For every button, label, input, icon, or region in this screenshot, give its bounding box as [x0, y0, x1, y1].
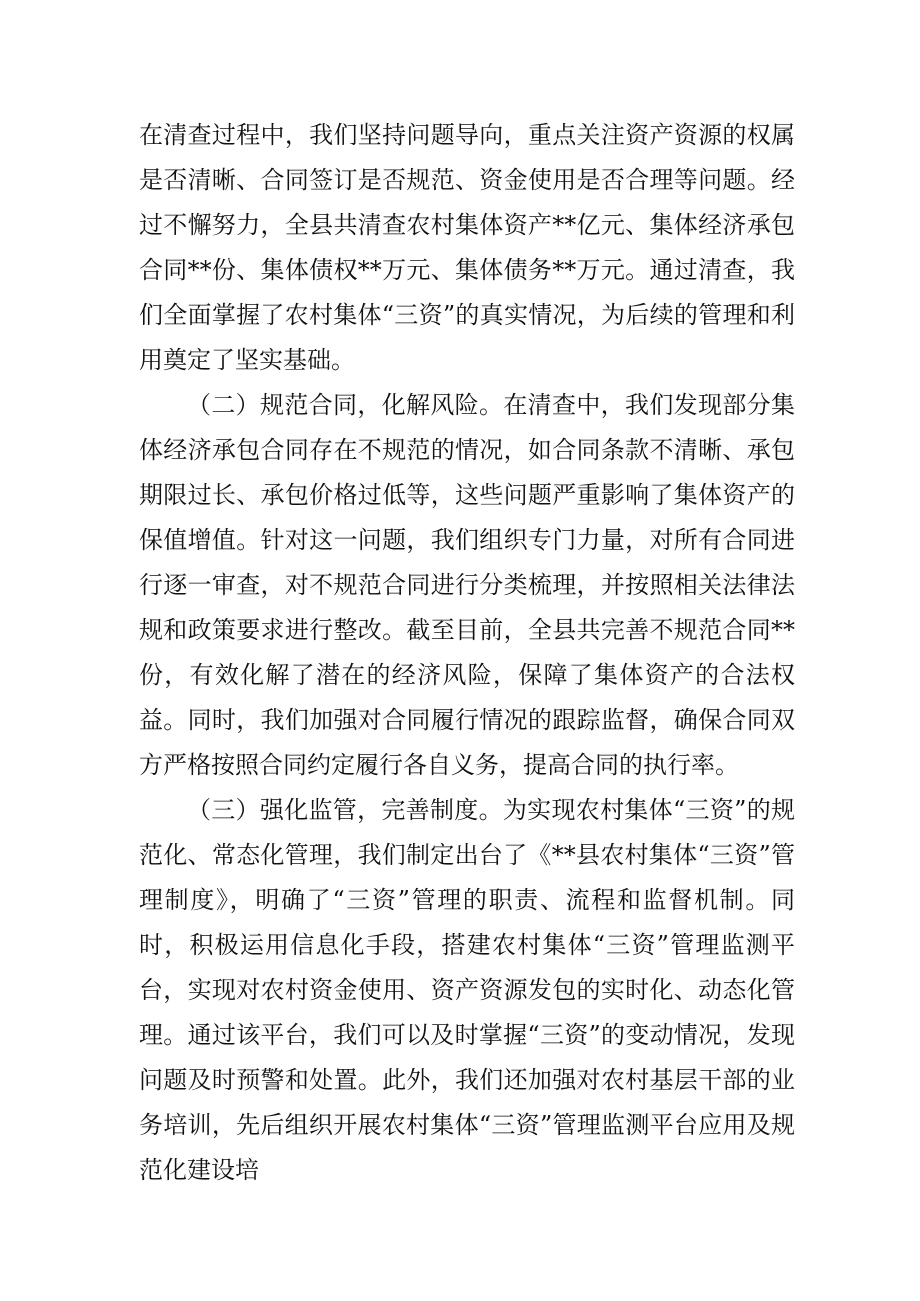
paragraph-clearance-results: 在清查过程中，我们坚持问题导向，重点关注资产资源的权属是否清晰、合同签订是否规范、资金使用是否合理等问题。经过不懈努力，全县共清查农村集体资产**亿元、集体经济承包合同**份、集体债权**万元、集体债务**万元。通过清查，我们全面掌握了农村集体“三资”的真实情况，为后续的管理和利用奠定了坚实基础。 [139, 121, 795, 374]
document-body [139, 113, 795, 1193]
paragraph-standardize-contracts: （二）规范合同，化解风险。在清查中，我们发现部分集体经济承包合同存在不规范的情况，如合同条款不清晰、承包期限过长、承包价格过低等，这些问题严重影响了集体资产的保值增值。针对这一问题，我们组织专门力量，对所有合同进行逐一审查，对不规范合同进行分类梳理，并按照相关法律法规和政策要求进行整改。截至目前，全县共完善不规范合同**份，有效化解了潜在的经济风险，保障了集体资产的合法权益。同时，我们加强对合同履行情况的跟踪监督，确保合同双方严格按照合同约定履行各自义务，提高合同的执行率。 [139, 391, 795, 779]
paragraph-strengthen-supervision: （三）强化监管，完善制度。为实现农村集体“三资”的规范化、常态化管理，我们制定出台了《**县农村集体“三资”管理制度》，明确了“三资”管理的职责、流程和监督机制。同时，积极运用信息化手段，搭建农村集体“三资”管理监测平台，实现对农村资金使用、资产资源发包的实时化、动态化管理。通过该平台，我们可以及时掌握“三资”的变动情况，发现问题及时预警和处置。此外，我们还加强对农村基层干部的业务培训，先后组织开展农村集体“三资”管理监测平台应用及规范化建设培 [139, 796, 795, 1184]
